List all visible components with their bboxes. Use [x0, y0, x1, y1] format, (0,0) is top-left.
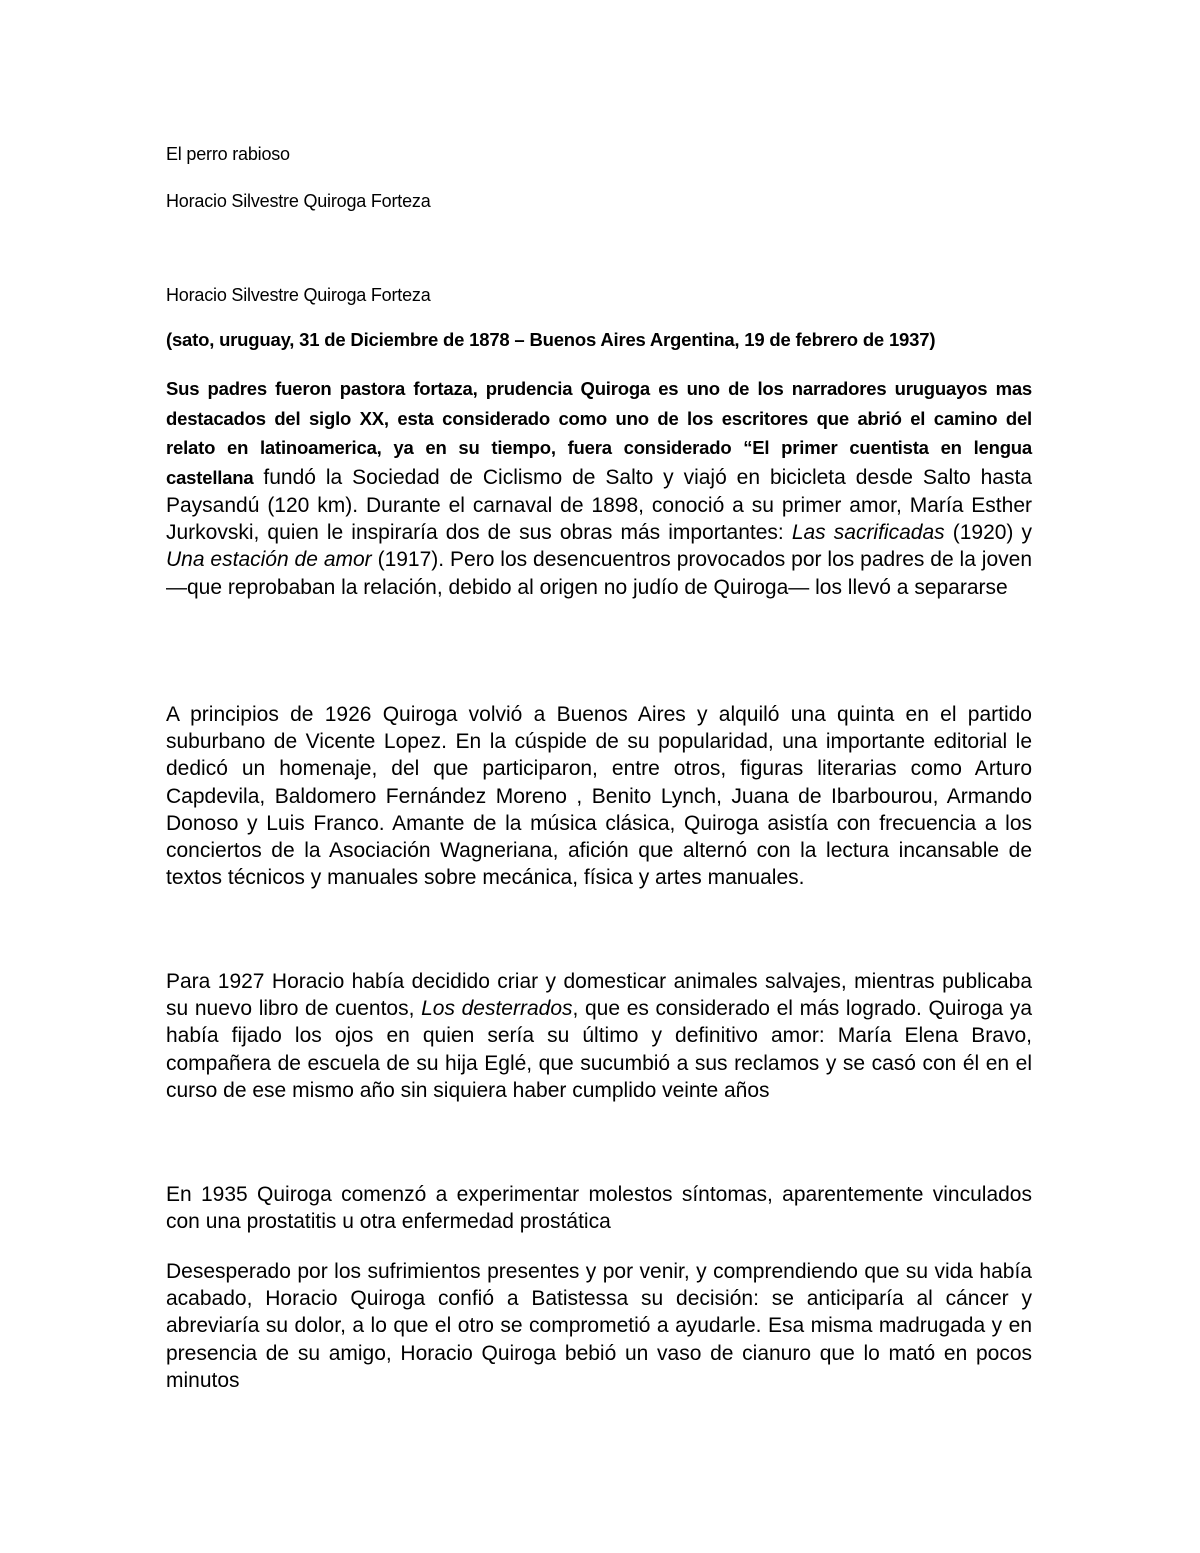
author-line: Horacio Silvestre Quiroga Forteza — [166, 191, 431, 211]
subject-heading: Horacio Silvestre Quiroga Forteza — [166, 285, 431, 305]
document-title: El perro rabioso — [166, 144, 290, 164]
paragraph-text: , que es considerado el más logrado. Quiroga ya había fijado los ojos en quien sería su último y definitivo amor: María Elena Bravo, compañera de escuela de su hija Eglé, que sucumbió a sus reclamos y se casó con él en el curso de ese mismo año sin siquiera haber cumplido veinte años — [166, 997, 1033, 1102]
paragraph-1927 — [166, 968, 1032, 1104]
bold-intro-text: Sus padres fueron pastora fortaza, prudencia Quiroga es uno de los narradores uruguayos mas destacados del siglo XX, esta considerado como uno de los escritores que abrió el camino del relato en latinoamerica, ya en su tiempo, fuera considerado “El primer cuentista en lengua castellana — [166, 378, 1032, 488]
paragraph-text: Para 1927 Horacio había decidido criar y domesticar animales salvajes, mientras publicaba su nuevo libro de cuentos, — [166, 970, 1032, 1021]
paragraph-buenos-aires: A principios de 1926 Quiroga volvió a Buenos Aires y alquiló una quinta en el partido suburbano de Vicente Lopez. En la cúspide de su popularidad, una importante editorial le dedicó un homenaje, del que participaron, entre otros, figuras literarias como Arturo Capdevila, Baldomero Fernández Moreno , Benito Lynch, Juana de Ibarbourou, Armando Donoso y Luis Franco. Amante de la música clásica, Quiroga asistía con frecuencia a los conciertos de la Asociación Wagneriana, afición que alternó con la lectura incansable de textos técnicos y manuales sobre mecánica, física y artes manuales. — [166, 703, 1032, 890]
paragraph-final: Desesperado por los sufrimientos presentes y por venir, y comprendiendo que su vida había acabado, Horacio Quiroga confió a Batistessa su decisión: se anticiparía al cáncer y abreviaría su dolor, a lo que el otro se comprometió a ayudarle. Esa misma madrugada y en presencia de su amigo, Horacio Quiroga bebió un vaso de cianuro que lo mató en pocos minutos — [166, 1260, 1032, 1392]
paragraph-1935: En 1935 Quiroga comenzó a experimentar molestos síntomas, aparentemente vinculados con una prostatitis u otra enfermedad prostática — [166, 1183, 1032, 1234]
book-title: Las sacrificadas — [791, 521, 945, 545]
paragraph-text: fundó la Sociedad de Ciclismo de Salto y viajó en bicicleta desde Salto hasta Paysandú (120 km). Durante el carnaval de 1898, conoció a su primer amor, María Esther Jurkovski, quien le inspiraría dos de sus obras más importantes: — [166, 465, 1032, 545]
paragraph-biography-intro — [166, 374, 1032, 601]
dates-line: (sato, uruguay, 31 de Diciembre de 1878 – Buenos Aires Argentina, 19 de febrero de 1937) — [166, 329, 936, 350]
book-title: Los desterrados — [421, 997, 573, 1021]
book-title: Una estación de amor — [166, 548, 372, 572]
paragraph-text: (1917). Pero los desencuentros provocados por los padres de la joven —que reprobaban la relación, debido al origen no judío de Quiroga— los llevó a separarse — [166, 548, 1033, 599]
paragraph-text: (1920) y — [944, 521, 1032, 545]
